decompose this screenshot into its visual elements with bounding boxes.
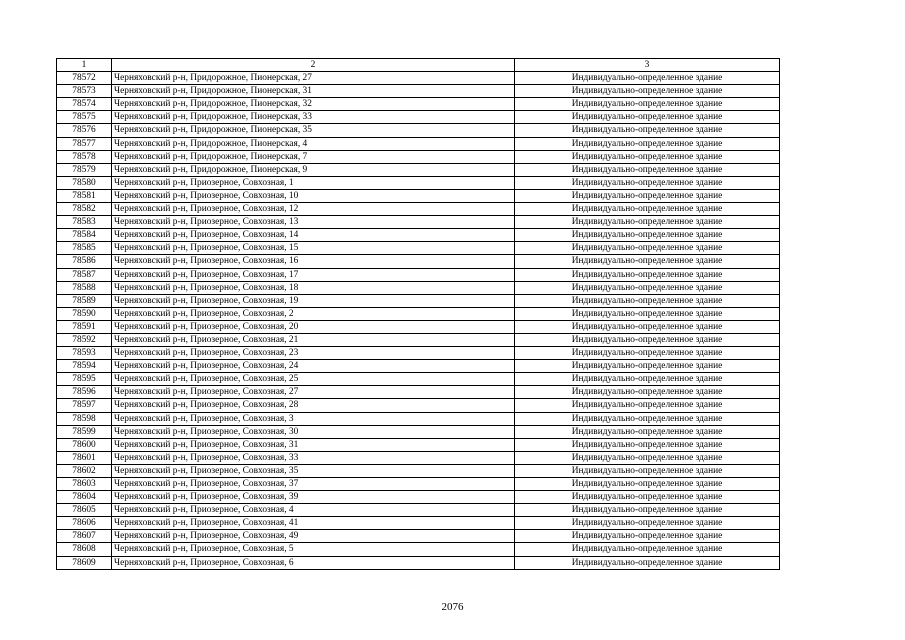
record-number-cell: 78600 <box>57 438 112 451</box>
address-cell: Черняховский р-н, Приозерное, Совхозная, 39 <box>112 491 515 504</box>
record-number-cell: 78603 <box>57 478 112 491</box>
address-cell: Черняховский р-н, Придорожное, Пионерская, 27 <box>112 72 515 85</box>
address-cell: Черняховский р-н, Приозерное, Совхозная, 3 <box>112 412 515 425</box>
record-number-cell: 78590 <box>57 307 112 320</box>
record-number-cell: 78601 <box>57 451 112 464</box>
record-number-cell: 78595 <box>57 373 112 386</box>
address-cell: Черняховский р-н, Приозерное, Совхозная, 6 <box>112 556 515 569</box>
address-cell: Черняховский р-н, Приозерное, Совхозная, 23 <box>112 347 515 360</box>
object-type-cell: Индивидуально-определенное здание <box>515 438 780 451</box>
record-number-cell: 78589 <box>57 294 112 307</box>
table-row <box>57 333 780 346</box>
object-type-cell: Индивидуально-определенное здание <box>515 530 780 543</box>
object-type-cell: Индивидуально-определенное здание <box>515 85 780 98</box>
record-number-cell: 78580 <box>57 176 112 189</box>
table-row <box>57 478 780 491</box>
table-row <box>57 556 780 569</box>
address-cell: Черняховский р-н, Приозерное, Совхозная, 27 <box>112 386 515 399</box>
address-cell: Черняховский р-н, Приозерное, Совхозная, 4 <box>112 504 515 517</box>
object-type-cell: Индивидуально-определенное здание <box>515 203 780 216</box>
table-row <box>57 399 780 412</box>
table-row <box>57 491 780 504</box>
table-row <box>57 176 780 189</box>
record-number-cell: 78605 <box>57 504 112 517</box>
address-cell: Черняховский р-н, Приозерное, Совхозная, 21 <box>112 333 515 346</box>
object-type-cell: Индивидуально-определенное здание <box>515 451 780 464</box>
record-number-cell: 78587 <box>57 268 112 281</box>
object-type-cell: Индивидуально-определенное здание <box>515 242 780 255</box>
object-type-cell: Индивидуально-определенное здание <box>515 229 780 242</box>
table-row <box>57 137 780 150</box>
object-type-cell: Индивидуально-определенное здание <box>515 478 780 491</box>
address-cell: Черняховский р-н, Придорожное, Пионерская, 4 <box>112 137 515 150</box>
address-cell: Черняховский р-н, Приозерное, Совхозная, 5 <box>112 543 515 556</box>
record-number-cell: 78608 <box>57 543 112 556</box>
object-type-cell: Индивидуально-определенное здание <box>515 517 780 530</box>
table-row <box>57 229 780 242</box>
page-number: 2076 <box>441 601 464 613</box>
table-row <box>57 347 780 360</box>
object-type-cell: Индивидуально-определенное здание <box>515 255 780 268</box>
object-type-cell: Индивидуально-определенное здание <box>515 412 780 425</box>
table-row <box>57 504 780 517</box>
object-type-cell: Индивидуально-определенное здание <box>515 556 780 569</box>
table-row <box>57 98 780 111</box>
record-number-cell: 78593 <box>57 347 112 360</box>
table-body <box>57 72 780 570</box>
record-number-cell: 78581 <box>57 189 112 202</box>
record-number-cell: 78602 <box>57 464 112 477</box>
record-number-cell: 78577 <box>57 137 112 150</box>
address-cell: Черняховский р-н, Приозерное, Совхозная, 49 <box>112 530 515 543</box>
object-type-cell: Индивидуально-определенное здание <box>515 504 780 517</box>
table-row <box>57 150 780 163</box>
address-cell: Черняховский р-н, Приозерное, Совхозная, 17 <box>112 268 515 281</box>
address-cell: Черняховский р-н, Приозерное, Совхозная, 41 <box>112 517 515 530</box>
header-cell-1: 1 <box>57 59 112 72</box>
object-type-cell: Индивидуально-определенное здание <box>515 150 780 163</box>
header-cell-2: 2 <box>112 59 515 72</box>
object-type-cell: Индивидуально-определенное здание <box>515 111 780 124</box>
header-row <box>57 59 780 72</box>
table-row <box>57 124 780 137</box>
table-header <box>57 59 780 72</box>
object-type-cell: Индивидуально-определенное здание <box>515 98 780 111</box>
record-number-cell: 78573 <box>57 85 112 98</box>
address-cell: Черняховский р-н, Приозерное, Совхозная, 20 <box>112 320 515 333</box>
address-cell: Черняховский р-н, Приозерное, Совхозная, 15 <box>112 242 515 255</box>
record-number-cell: 78607 <box>57 530 112 543</box>
address-cell: Черняховский р-н, Приозерное, Совхозная, 16 <box>112 255 515 268</box>
table-row <box>57 242 780 255</box>
registry-table <box>56 58 780 570</box>
table-row <box>57 85 780 98</box>
object-type-cell: Индивидуально-определенное здание <box>515 399 780 412</box>
address-cell: Черняховский р-н, Приозерное, Совхозная, 19 <box>112 294 515 307</box>
record-number-cell: 78576 <box>57 124 112 137</box>
record-number-cell: 78578 <box>57 150 112 163</box>
object-type-cell: Индивидуально-определенное здание <box>515 307 780 320</box>
object-type-cell: Индивидуально-определенное здание <box>515 189 780 202</box>
object-type-cell: Индивидуально-определенное здание <box>515 176 780 189</box>
address-cell: Черняховский р-н, Приозерное, Совхозная, 25 <box>112 373 515 386</box>
record-number-cell: 78583 <box>57 216 112 229</box>
address-cell: Черняховский р-н, Придорожное, Пионерская, 32 <box>112 98 515 111</box>
record-number-cell: 78606 <box>57 517 112 530</box>
address-cell: Черняховский р-н, Придорожное, Пионерская, 35 <box>112 124 515 137</box>
table-row <box>57 373 780 386</box>
table-row <box>57 268 780 281</box>
record-number-cell: 78596 <box>57 386 112 399</box>
address-cell: Черняховский р-н, Приозерное, Совхозная, 18 <box>112 281 515 294</box>
object-type-cell: Индивидуально-определенное здание <box>515 425 780 438</box>
table-row <box>57 189 780 202</box>
address-cell: Черняховский р-н, Приозерное, Совхозная, 37 <box>112 478 515 491</box>
object-type-cell: Индивидуально-определенное здание <box>515 163 780 176</box>
record-number-cell: 78588 <box>57 281 112 294</box>
record-number-cell: 78597 <box>57 399 112 412</box>
address-cell: Черняховский р-н, Придорожное, Пионерская, 7 <box>112 150 515 163</box>
address-cell: Черняховский р-н, Приозерное, Совхозная, 28 <box>112 399 515 412</box>
object-type-cell: Индивидуально-определенное здание <box>515 464 780 477</box>
record-number-cell: 78609 <box>57 556 112 569</box>
table-row <box>57 203 780 216</box>
header-cell-3: 3 <box>515 59 780 72</box>
address-cell: Черняховский р-н, Приозерное, Совхозная, 2 <box>112 307 515 320</box>
address-cell: Черняховский р-н, Придорожное, Пионерская, 31 <box>112 85 515 98</box>
record-number-cell: 78574 <box>57 98 112 111</box>
address-cell: Черняховский р-н, Приозерное, Совхозная, 31 <box>112 438 515 451</box>
object-type-cell: Индивидуально-определенное здание <box>515 373 780 386</box>
object-type-cell: Индивидуально-определенное здание <box>515 124 780 137</box>
object-type-cell: Индивидуально-определенное здание <box>515 360 780 373</box>
table-row <box>57 255 780 268</box>
table-row <box>57 216 780 229</box>
table-row <box>57 320 780 333</box>
object-type-cell: Индивидуально-определенное здание <box>515 294 780 307</box>
object-type-cell: Индивидуально-определенное здание <box>515 216 780 229</box>
address-cell: Черняховский р-н, Придорожное, Пионерская, 9 <box>112 163 515 176</box>
address-cell: Черняховский р-н, Приозерное, Совхозная, 33 <box>112 451 515 464</box>
record-number-cell: 78572 <box>57 72 112 85</box>
object-type-cell: Индивидуально-определенное здание <box>515 268 780 281</box>
table-row <box>57 543 780 556</box>
record-number-cell: 78594 <box>57 360 112 373</box>
table-row <box>57 412 780 425</box>
record-number-cell: 78575 <box>57 111 112 124</box>
object-type-cell: Индивидуально-определенное здание <box>515 347 780 360</box>
object-type-cell: Индивидуально-определенное здание <box>515 491 780 504</box>
record-number-cell: 78604 <box>57 491 112 504</box>
object-type-cell: Индивидуально-определенное здание <box>515 320 780 333</box>
address-cell: Черняховский р-н, Приозерное, Совхозная, 13 <box>112 216 515 229</box>
address-cell: Черняховский р-н, Приозерное, Совхозная, 12 <box>112 203 515 216</box>
table-row <box>57 307 780 320</box>
address-cell: Черняховский р-н, Приозерное, Совхозная, 1 <box>112 176 515 189</box>
table-row <box>57 451 780 464</box>
record-number-cell: 78598 <box>57 412 112 425</box>
record-number-cell: 78582 <box>57 203 112 216</box>
record-number-cell: 78579 <box>57 163 112 176</box>
address-cell: Черняховский р-н, Приозерное, Совхозная, 10 <box>112 189 515 202</box>
table-row <box>57 281 780 294</box>
object-type-cell: Индивидуально-определенное здание <box>515 543 780 556</box>
record-number-cell: 78592 <box>57 333 112 346</box>
table-row <box>57 517 780 530</box>
object-type-cell: Индивидуально-определенное здание <box>515 72 780 85</box>
address-cell: Черняховский р-н, Приозерное, Совхозная, 14 <box>112 229 515 242</box>
table-row <box>57 386 780 399</box>
table-row <box>57 111 780 124</box>
object-type-cell: Индивидуально-определенное здание <box>515 333 780 346</box>
table-row <box>57 72 780 85</box>
object-type-cell: Индивидуально-определенное здание <box>515 281 780 294</box>
object-type-cell: Индивидуально-определенное здание <box>515 137 780 150</box>
table-row <box>57 163 780 176</box>
object-type-cell: Индивидуально-определенное здание <box>515 386 780 399</box>
table-row <box>57 425 780 438</box>
address-cell: Черняховский р-н, Приозерное, Совхозная, 30 <box>112 425 515 438</box>
record-number-cell: 78599 <box>57 425 112 438</box>
record-number-cell: 78586 <box>57 255 112 268</box>
record-number-cell: 78585 <box>57 242 112 255</box>
record-number-cell: 78584 <box>57 229 112 242</box>
table-row <box>57 464 780 477</box>
record-number-cell: 78591 <box>57 320 112 333</box>
table-row <box>57 360 780 373</box>
address-cell: Черняховский р-н, Приозерное, Совхозная, 35 <box>112 464 515 477</box>
address-cell: Черняховский р-н, Придорожное, Пионерская, 33 <box>112 111 515 124</box>
table-row <box>57 438 780 451</box>
address-cell: Черняховский р-н, Приозерное, Совхозная, 24 <box>112 360 515 373</box>
table-row <box>57 530 780 543</box>
table-row <box>57 294 780 307</box>
